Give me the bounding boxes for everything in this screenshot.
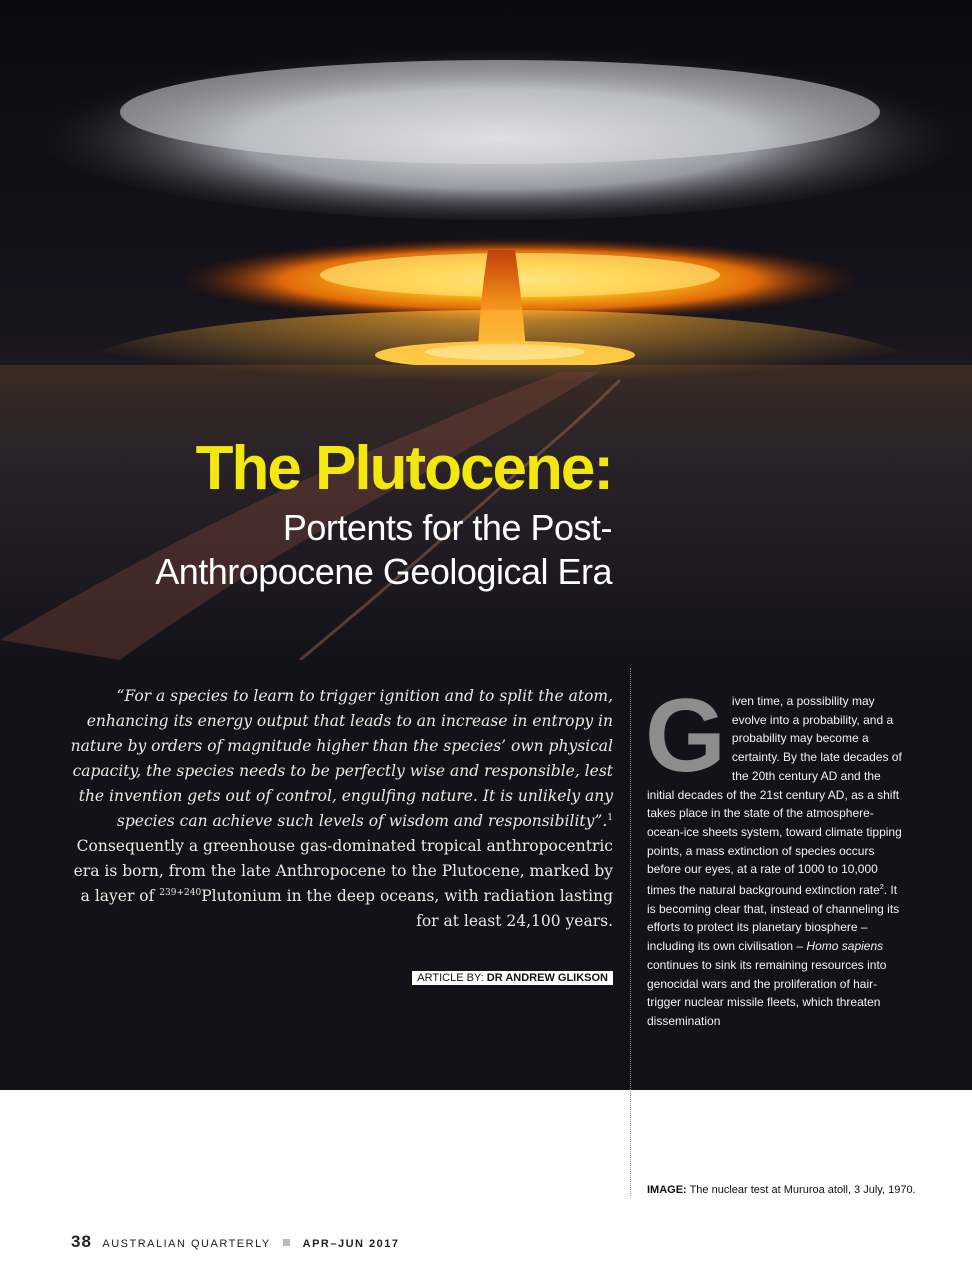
body-text-3: continues to sink its remaining resources into genocidal wars and the proliferation of hair-trigger nuclear missile fleets, which threaten dissemination <box>647 957 887 1028</box>
issue-date: APR–JUN 2017 <box>302 1238 400 1250</box>
separator-square-icon <box>283 1239 290 1246</box>
body-italic-species: Homo sapiens <box>806 939 884 954</box>
page-number: 38 <box>71 1232 92 1251</box>
byline-prefix: ARTICLE BY: <box>417 972 487 984</box>
pull-quote <box>68 684 613 934</box>
caption-label: IMAGE: <box>647 1184 687 1196</box>
article-body <box>645 678 905 1031</box>
isotope-superscript: 239+240 <box>159 887 202 898</box>
article-subtitle-line-2: Anthropocene Geological Era <box>155 551 612 592</box>
page-footer <box>71 1232 400 1252</box>
body-footnote: 2 <box>879 884 884 892</box>
quote-italic: “For a species to learn to trigger ignition and to split the atom, enhancing its energy output that leads to an increase in entropy in nature by orders of magnitude higher than the species’ own physical capacity, the species needs to be perfectly wise and responsible, lest the invention gets out of control, engulfing nature. It is unlikely any species can achieve such levels of wisdom and responsibility”. <box>70 687 613 830</box>
quote-text-2: Plutonium in the deep oceans, with radiation lasting for at least 24,100 years. <box>201 887 613 930</box>
quote-footnote: 1 <box>607 812 613 823</box>
journal-name: AUSTRALIAN QUARTERLY <box>102 1238 271 1250</box>
caption-text: The nuclear test at Mururoa atoll, 3 July, 1970. <box>686 1184 916 1196</box>
body-text-2: . It is becoming clear that, instead of channeling its efforts to protect its planetary biosphere – including its own civilisation – <box>647 883 900 954</box>
article-subtitle-line-1: Portents for the Post- <box>282 507 612 548</box>
drop-cap: G <box>645 678 726 794</box>
byline-author: DR ANDREW GLIKSON <box>486 972 608 984</box>
byline <box>412 971 613 985</box>
title-block <box>155 432 612 594</box>
body-text-1: iven time, a possibility may evolve into a probability, and a probability may become a certainty. By the late decades of the 20th century AD and the initial decades of the 21st century AD, as a shift takes place in the state of the atmosphere-ocean-ice sheets system, toward climate tipping points, a mass extinction of species occurs before our eyes, at a rate of 1000 to 10,000 times the natural background extinction rate <box>647 694 902 898</box>
column-divider <box>630 668 631 1196</box>
quote-text-1: Consequently a greenhouse gas-dominated tropical anthropocentric era is born, from the late Anthropocene to the Plutocene, marked by a layer of <box>73 837 613 905</box>
image-caption <box>647 1184 916 1196</box>
article-title: The Plutocene: <box>195 434 612 503</box>
